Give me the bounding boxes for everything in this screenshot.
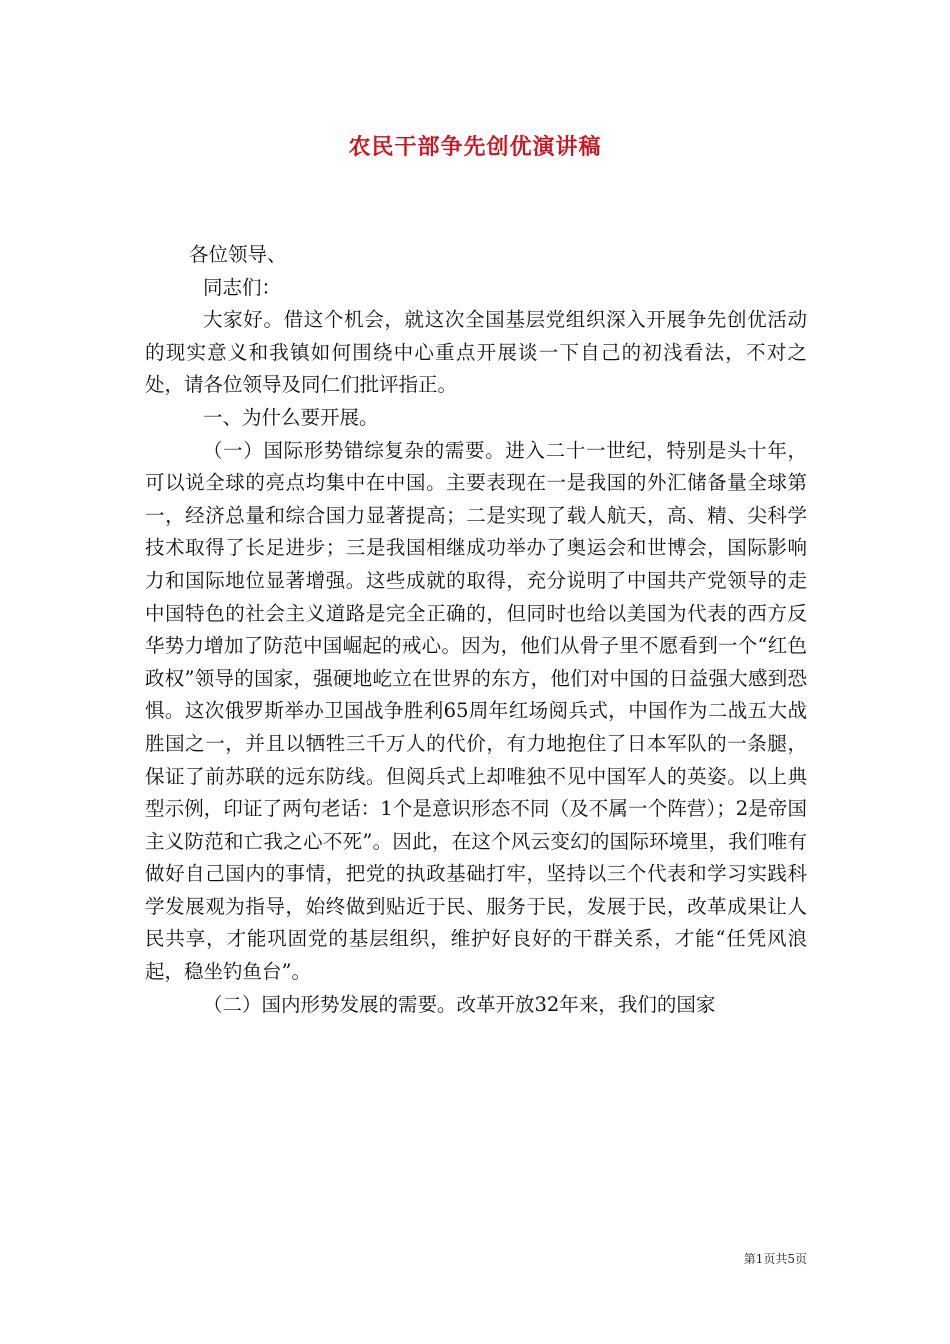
section-heading-why: 一、为什么要开展。 (203, 405, 379, 429)
paragraph-domestic-situation: （二）国内形势发展的需要。改革开放32年来，我们的国家 (203, 992, 716, 1016)
paragraph-international-situation: （一）国际形势错综复杂的需要。进入二十一世纪，特别是头十年，可以说全球的亮点均集中在中国。主要表现在一是我国的外汇储备量全球第一，经济总量和综合国力显著提高；二是实现了载人航天，高、精、尖科学技术取得了长足进步；三是我国相继成功举办了奥运会和世博会，国际影响力和国际地位显著增强。这些成就的取得，充分说明了中国共产党领导的走中国特色的社会主义道路是完全正确的，但同时也给以美国为代表的西方反华势力增加了防范中国崛起的戒心。因为，他们从骨子里不愿看到一个“红色政权”领导的国家，强硬地屹立在世界的东方，他们对中国的日益强大感到恐惧。这次俄罗斯举办卫国战争胜利65周年红场阅兵式，中国作为二战五大战胜国之一，并且以牺牲三千万人的代价，有力地抱住了日本军队的一条腿，保证了前苏联的远东防线。但阅兵式上却唯独不见中国军人的英姿。以上典型示例，印证了两句老话：1个是意识形态不同（及不属一个阵营）；2是帝国主义防范和亡我之心不死”。因此，在这个风云变幻的国际环境里，我们唯有做好自己国内的事情，把党的执政基础打牢，坚持以三个代表和学习实践科学发展观为指导，始终做到贴近于民、服务于民，发展于民，改革成果让人民共享，才能巩固党的基层组织，维护好良好的干群关系，才能“任凭风浪起，稳坐钓鱼台”。 (145, 438, 807, 984)
paragraph-opening: 大家好。借这个机会，就这次全国基层党组织深入开展争先创优活动的现实意义和我镇如何围绕中心重点开展谈一下自己的初浅看法，不对之处，请各位领导及同仁们批评指正。 (145, 308, 807, 397)
page-number: 第1页共5页 (743, 1252, 807, 1266)
document-body (145, 239, 807, 1021)
salutation-comrades: 同志们： (203, 275, 282, 299)
document-title: 农民干部争先创优演讲稿 (348, 134, 602, 160)
salutation-leaders: 各位领导、 (189, 243, 287, 266)
